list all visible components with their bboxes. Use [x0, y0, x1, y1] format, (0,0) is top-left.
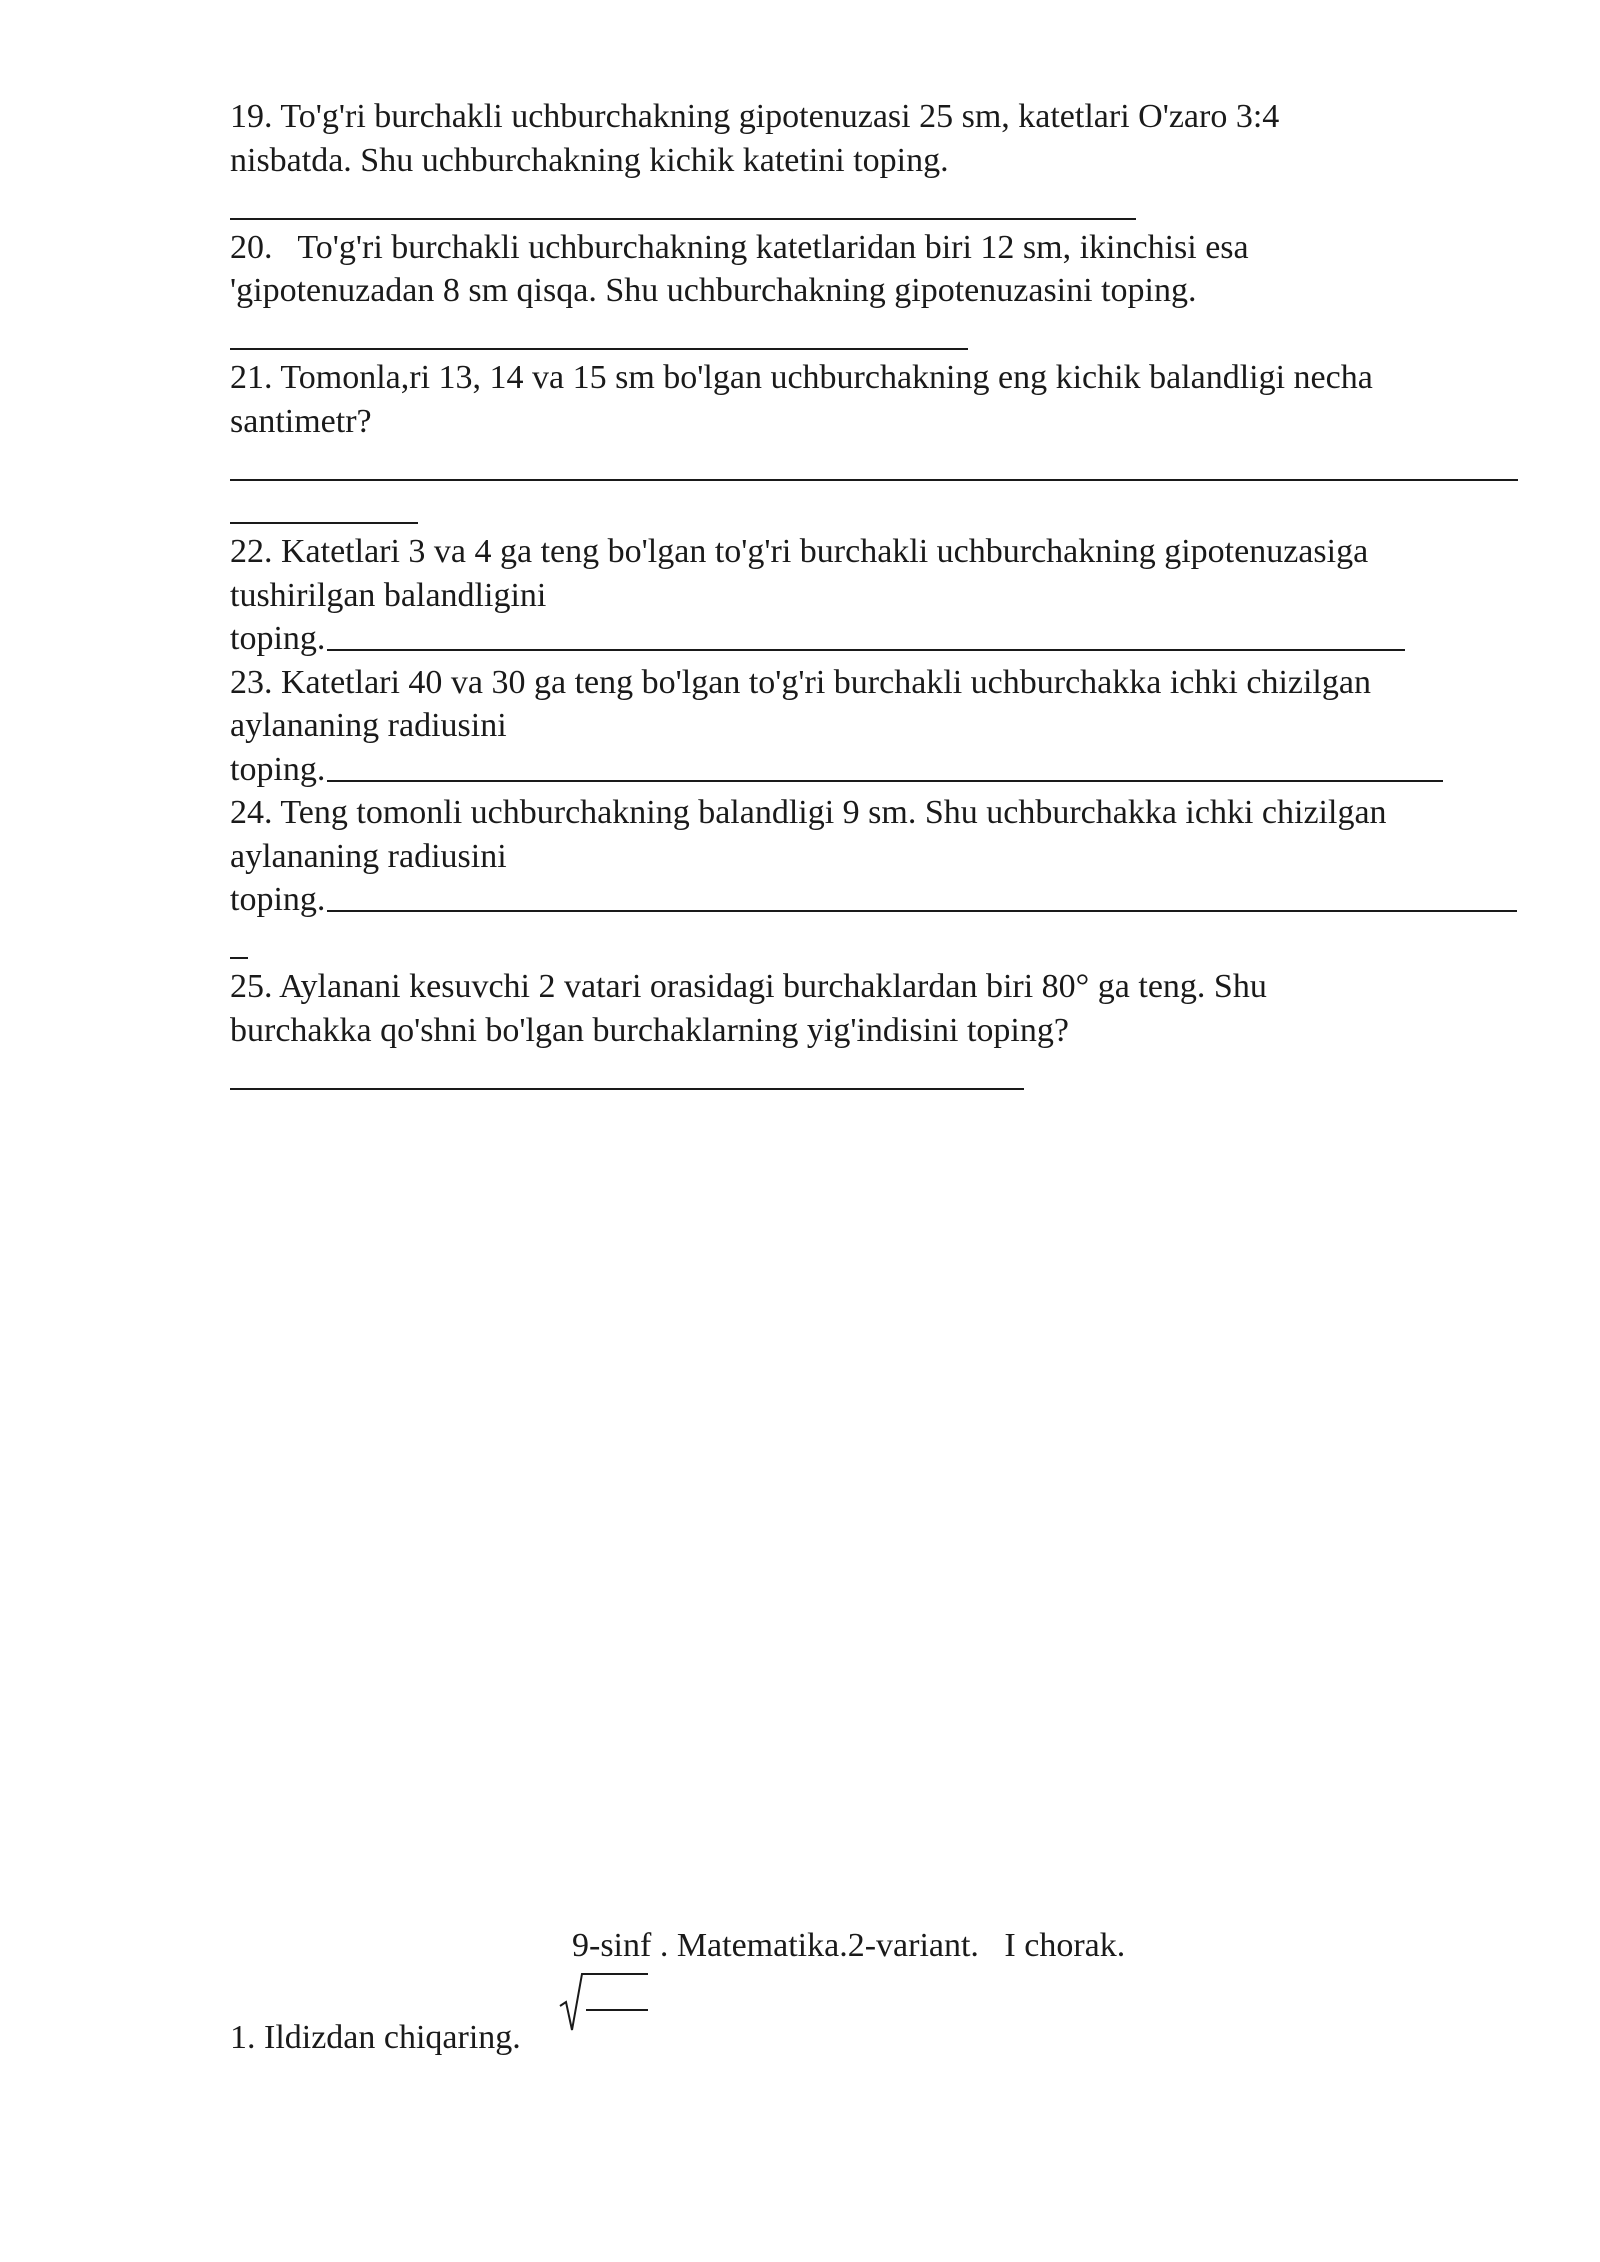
question-21: [230, 356, 1540, 530]
question-19-line-2: nisbatda. Shu uchburchakning kichik katetini toping.: [230, 141, 949, 179]
question-23: [230, 661, 1540, 792]
question-24-line-2: aylananing radiusini: [230, 837, 507, 875]
question-19: [230, 95, 1540, 226]
answer-line-21b: [230, 487, 1540, 531]
variant-heading: 9-sinf . Matematika.2-variant. I chorak.: [572, 1927, 1126, 1964]
answer-line-20: [230, 313, 1540, 357]
question-24-line-3: [230, 878, 1540, 922]
answer-line-23: [327, 780, 1443, 782]
question-1: 1. Ildizdan chiqaring.: [230, 2019, 521, 2056]
question-22-line-1: 22. Katetlari 3 va 4 ga teng bo'lgan to'g'ri burchakli uchburchakning gipotenuzasiga: [230, 533, 1369, 570]
question-24: [230, 791, 1540, 965]
answer-line-19: [230, 182, 1540, 226]
question-24-toping: toping.: [230, 881, 326, 918]
question-25-line-2: burchakka qo'shni bo'lgan burchaklarning yig'indisini toping?: [230, 1011, 1069, 1049]
question-22: [230, 530, 1540, 661]
question-22-toping: toping.: [230, 620, 326, 657]
question-22-line-3: [230, 617, 1540, 661]
question-24-line-1: 24. Teng tomonli uchburchakning balandligi 9 sm. Shu uchburchakka ichki chizilgan: [230, 794, 1387, 831]
question-25-line-1: 25. Aylanani kesuvchi 2 vatari orasidagi burchaklardan biri 80° ga teng. Shu: [230, 968, 1267, 1005]
question-22-line-2: tushirilgan balandligini: [230, 576, 547, 614]
question-23-toping: toping.: [230, 750, 326, 788]
question-23-line-3: [230, 748, 1540, 792]
answer-line-25: [230, 1052, 1540, 1096]
question-21-line-1: 21. Tomonla,ri 13, 14 va 15 sm bo'lgan uchburchakning eng kichik balandligi necha: [230, 359, 1373, 396]
answer-line-24b: [230, 922, 1540, 966]
question-25: [230, 965, 1540, 1096]
answer-line-22: [327, 649, 1405, 651]
question-19-line-1: 19. To'g'ri burchakli uchburchakning gipotenuzasi 25 sm, katetlari O'zaro 3:4: [230, 98, 1280, 135]
question-23-line-1: 23. Katetlari 40 va 30 ga teng bo'lgan to'g'ri burchakli uchburchakka ichki chizilgan: [230, 663, 1371, 701]
square-root-icon: [558, 1972, 650, 2048]
question-20: [230, 226, 1540, 357]
question-21-line-2: santimetr?: [230, 402, 372, 440]
question-23-line-2: aylananing radiusini: [230, 707, 507, 744]
answer-line-24a: [327, 910, 1517, 912]
question-list: [230, 95, 1540, 1096]
answer-line-21a: [230, 443, 1540, 487]
question-20-line-1: 20. To'g'ri burchakli uchburchakning katetlaridan biri 12 sm, ikinchisi esa: [230, 228, 1249, 266]
question-20-line-2: 'gipotenuzadan 8 sm qisqa. Shu uchburchakning gipotenuzasini toping.: [230, 272, 1197, 309]
